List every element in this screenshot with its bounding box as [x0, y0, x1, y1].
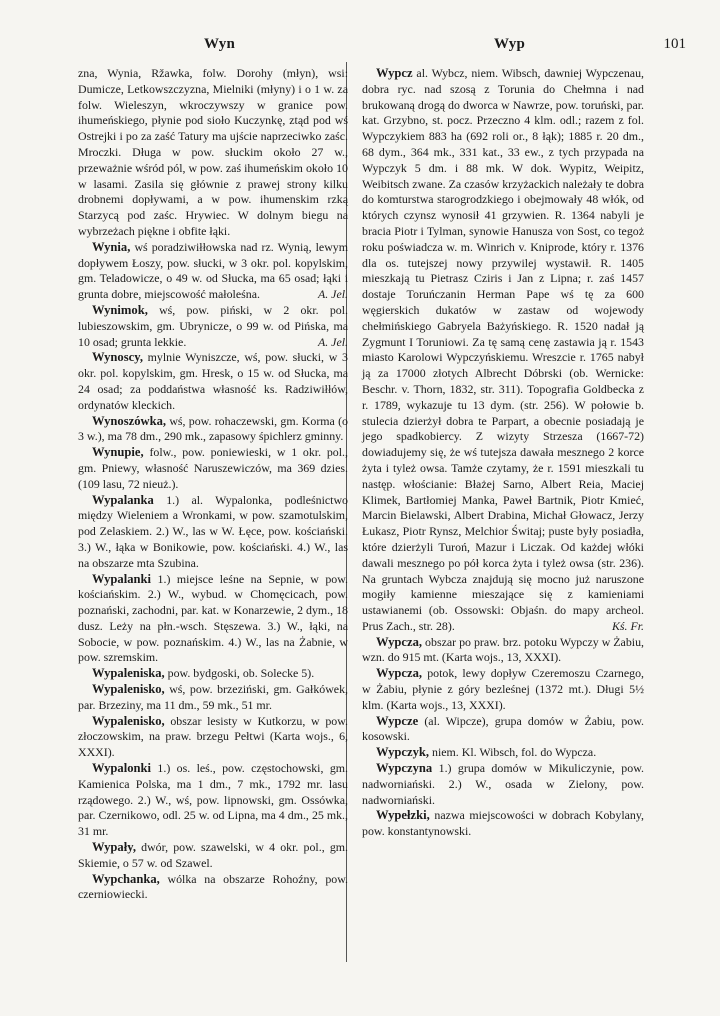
- dictionary-entry: [362, 745, 644, 761]
- dictionary-entry: [78, 493, 348, 572]
- entry-text: 1.) os. leś., pow. częstochowski, gm. Kamienica Polska, ma 1 dm., 7 mk., 1792 mr. lasu rządowego. 2.) W., wś, pow. lipnowski, gm. Ossówka, par. Czernikowo, odl. 25 w. od Lipna, ma 4 dm., 25 mk., 31 mr.: [78, 761, 348, 839]
- entry-headword: Wypały,: [92, 840, 136, 855]
- dictionary-entry: [78, 872, 348, 904]
- entry-headword: Wypcze: [376, 713, 419, 728]
- dictionary-entry: [78, 66, 348, 240]
- entry-signature: A. Jel.: [317, 287, 348, 302]
- entry-headword: Wypalonki: [92, 761, 152, 776]
- entry-text: mylnie Wyniszcze, wś, pow. słucki, w 3 okr. pol. kopylskim, gm. Hresk, o 15 w. od Słucka, ma 24 osad; za poddaństwa własność ks. Radziwiłłów, ordynatów kleckich.: [78, 350, 348, 412]
- running-head-left: Wyn: [204, 36, 236, 52]
- entry-headword: Wypalenisko,: [92, 713, 165, 728]
- entry-text: wś, pow. piński, w 2 okr. pol. lubieszowskim, gm. Ubrynicze, o 99 w. od Pińska, ma 10 osad; grunta lekkie.: [78, 302, 348, 349]
- entry-headword: Wypalenisko,: [92, 682, 165, 697]
- entry-headword: Wynupie,: [92, 445, 144, 460]
- entry-text: wólka na obszarze Rohoźny, pow. czerniowiecki.: [78, 871, 348, 902]
- entry-text: pow. bydgoski, ob. Solecke 5).: [164, 666, 315, 681]
- dictionary-entry: [78, 350, 348, 413]
- page-number: 101: [663, 36, 686, 52]
- entry-headword: Wynoszówka,: [92, 413, 167, 428]
- entry-headword: Wypchanka,: [92, 871, 160, 886]
- entry-text: 1.) miejsce leśne na Sepnie, w pow. kościańskim. 2.) W., wybud. w Chomęcicach, pow. poznański, zachodni, par. kat. w Konarzewie, 2 dym., 18 dusz. Leży na płn.-wsch. Stęszewa. 3.) W., łąki, na Sobocie, w pow. poznańskim. 4.) W., las na Żabnie, w pow. szremskim.: [78, 571, 348, 665]
- entry-text: dwór, pow. szawelski, w 4 okr. pol., gm. Skiemie, o 57 w. od Szawel.: [78, 840, 348, 870]
- dictionary-entry: [362, 761, 644, 808]
- entry-headword: Wypcz: [376, 66, 413, 80]
- page-header: [86, 36, 686, 58]
- entry-headword: Wynimok,: [92, 302, 148, 317]
- entry-headword: Wynia,: [92, 239, 131, 254]
- dictionary-entry: [78, 240, 348, 303]
- dictionary-entry: [362, 808, 644, 840]
- entry-headword: Wypełzki,: [376, 808, 430, 823]
- dictionary-entry: [78, 761, 348, 840]
- dictionary-entry: [362, 66, 644, 635]
- dictionary-entry: [362, 666, 644, 713]
- entry-text: folw., pow. poniewieski, w 1 okr. pol., gm. Pniewy, własność Naruszewiczów, ma 369 dzies. (109 lasu, 72 nieuż.).: [78, 445, 348, 491]
- right-column: [362, 66, 644, 840]
- dictionary-entry: [78, 414, 348, 446]
- dictionary-entry: [78, 682, 348, 714]
- entry-headword: Wypalanki: [92, 571, 152, 586]
- entry-text: niem. Kl. Wibsch, fol. do Wypcza.: [429, 745, 597, 760]
- dictionary-entry: [78, 714, 348, 761]
- entry-signature: A. Jel.: [317, 334, 348, 349]
- entry-headword: Wypcza,: [376, 666, 423, 681]
- entry-text: 1.) grupa domów w Mikuliczynie, pow. nadworniański. 2.) W., osada w Zielony, pow. nadworniański.: [362, 761, 644, 807]
- entry-text: wś, pow. brzeziński, gm. Gałkówek, par. Brzeziny, ma 11 dm., 59 mk., 51 mr.: [78, 682, 348, 712]
- dictionary-entry: [78, 666, 348, 682]
- running-head-right: Wyp: [494, 36, 526, 52]
- entry-text: obszar po praw. brz. potoku Wypczy w Żabiu, wzn. do 915 mt. (Karta wojs., 13, XXXI).: [362, 634, 644, 665]
- entry-text: zna, Wynia, Ržawka, folw. Dorohy (młyn), wsi: Dumicze, Letkowszczyzna, Mielniki (młyny) i o 1 w. za folw. Wieleszyn, wkroczywszy w granice pow. ihumeńskiego, płynie pod sioło Kuczynkę, ztąd pod wś Ostrejki i po za zaść Tatury ma ujście naprzeciwko zaśc. Mroczki. Długa w pow. słuckim około 27 w., przeważnie wśród pól, w pow. zaś ihumeńskim około 10 w lasami. Zasila się głównie z prawej strony kilku drobnemi dopływami, a w pow. ihumenskim rzką Starzycą pod zaśc. Hrywiec. W dolnym biegu na wybrzeżach piękne i obfite łąki.: [78, 66, 348, 238]
- entry-text: potok, lewy dopływ Czeremoszu Czarnego, w Żabiu, płynie z góry bezleśnej (1372 mt.). Długi 5½ klm. (Karta wojs., 13, XXXI).: [362, 666, 644, 712]
- entry-signature: Kś. Fr.: [611, 618, 644, 633]
- entry-text: wś poradziwiłłowska nad rz. Wynią, lewym dopływem Łoszy, pow. słucki, w 3 okr. pol. kopylskim, gm. Teladowicze, o 49 w. od Słucka, ma 65 osad; łąki i grunta dobre, miejscowość małoleśna.: [78, 239, 348, 302]
- left-column: [78, 66, 348, 903]
- entry-text: nazwa miejscowości w dobrach Kobylany, pow. konstantynowski.: [362, 808, 644, 839]
- entry-headword: Wynoscy,: [92, 350, 143, 365]
- entry-text: 1.) al. Wypalonka, podleśnictwo między Wieleniem a Wronkami, w pow. szamotulskim, pod Zelaskiem. 2.) W., las w W. Łęce, pow. kościański. 3.) W., łąka w Bonikowie, pow. kościański. 4.) W., las na obszarze mta Szubina.: [78, 492, 348, 570]
- dictionary-entry: [78, 840, 348, 872]
- dictionary-entry: [362, 635, 644, 667]
- entry-text: al. Wybcz, niem. Wibsch, dawniej Wypczenau, dobra ryc. nad szosą z Torunia do Chełmna i nad brukowaną drogą do dworca w Nawrze, pow. toruński, par. kat. Grzybno, st. pocz. Przeczno 4 klm. odl.; razem z fol. Wypczykiem 883 ha (692 roli or., 8 łąk); 1885 r. 20 dm., 68 dym., 364 mk., 331 kat., 33 ew., z tych przypada na Wypczyk 5 dm. i 88 mk. W dok. Wypitz, Weipitz, Weibitsch zwane. Za czasów krzyżackich należały te dobra do komturstwa starogrodzkiego i obejmowały 48 włók, od których czynsz wynosił 41 grzywien. R. 1364 nabyli je bracia Piotr i Tylman, synowie Hanusza von Sost, co tegoż roku poświadcza w. m. Winrich v. Kniprode, który r. 1376 dla os. tutejszej nowy przywilej wystawił. R. 1405 mieszkają tu Pietrasz Cziris i Jan z Lipna; r. zaś 1457 dostaje Toruńczanin Herman Pape wś tę za 600 węgierskich dukatów w zastaw od wojewody chełmińskiego Gabryela Bażyńskiego. R. 1520 nadał ją Zygmunt I Toruniowi. Za tę samą cenę zastawia ją r. 1543 miasto Karolowi Wypczyńskiemu. Wreszcie r. 1765 nabył ją za 17000 złotych Albrecht Dóbrski (ob. Wernicke: Beschr. v. Thorn, 1832, str. 311). Topografia Goldbecka z r. 1789, wykazuje tu 13 dym. (str. 256). W połowie b. stulecia dzierżył dobra te Parpart, a obecnie posiadają je jego spadkobiercy. Z wizyty Strzesza (1667-72) dowiadujemy się, że wś tutejsza dawała mesznego 2 korce żyta i tyleż owsa. Tamże czytamy, że r. 1591 mieszkali tu następ. włościanie: Błażej Sarno, Albert Reia, Maciej Klimek, Bartłomiej Manka, Paweł Bartnik, Piotr Kmieć, Marcin Bielawski, Albert Drabina, Michał Głowacz, Jerzy Łukasz, Piotr Rynsz, Melchior Świtaj; puste były posiadła, które dzierżyli Turoń, Mazur i Liczak. Od każdej włóki dawali mesznego po pół korca żyta i tyleż owsa (str. 236). Na gruntach Wybcza znajdują się mocno już naruszone mogiły kamienne mieszające się z kamieniami ustawianemi (ob. Ossowski: Objaśn. do mapy archeol. Prus Zach., str. 28).: [362, 66, 644, 633]
- dictionary-entry: [78, 572, 348, 667]
- entry-text: (al. Wipcze), grupa domów w Żabiu, pow. kosowski.: [362, 713, 644, 744]
- entry-text: wś, pow. rohaczewski, gm. Korma (o 3 w.), ma 78 dm., 290 mk., zapasowy śpichlerz gminny.: [78, 413, 348, 444]
- entry-headword: Wypczyna: [376, 761, 433, 776]
- dictionary-entry: [362, 714, 644, 746]
- dictionary-entry: [78, 445, 348, 492]
- entry-headword: Wypcza,: [376, 634, 423, 649]
- entry-text: obszar lesisty w Kutkorzu, w pow. złoczowskim, na praw. brzegu Pełtwi (Karta wojs., 6, XXXI).: [78, 713, 348, 760]
- entry-headword: Wypczyk,: [376, 745, 430, 760]
- dictionary-entry: [78, 303, 348, 350]
- entry-headword: Wypalanka: [92, 492, 154, 507]
- entry-headword: Wypaleniska,: [92, 666, 165, 681]
